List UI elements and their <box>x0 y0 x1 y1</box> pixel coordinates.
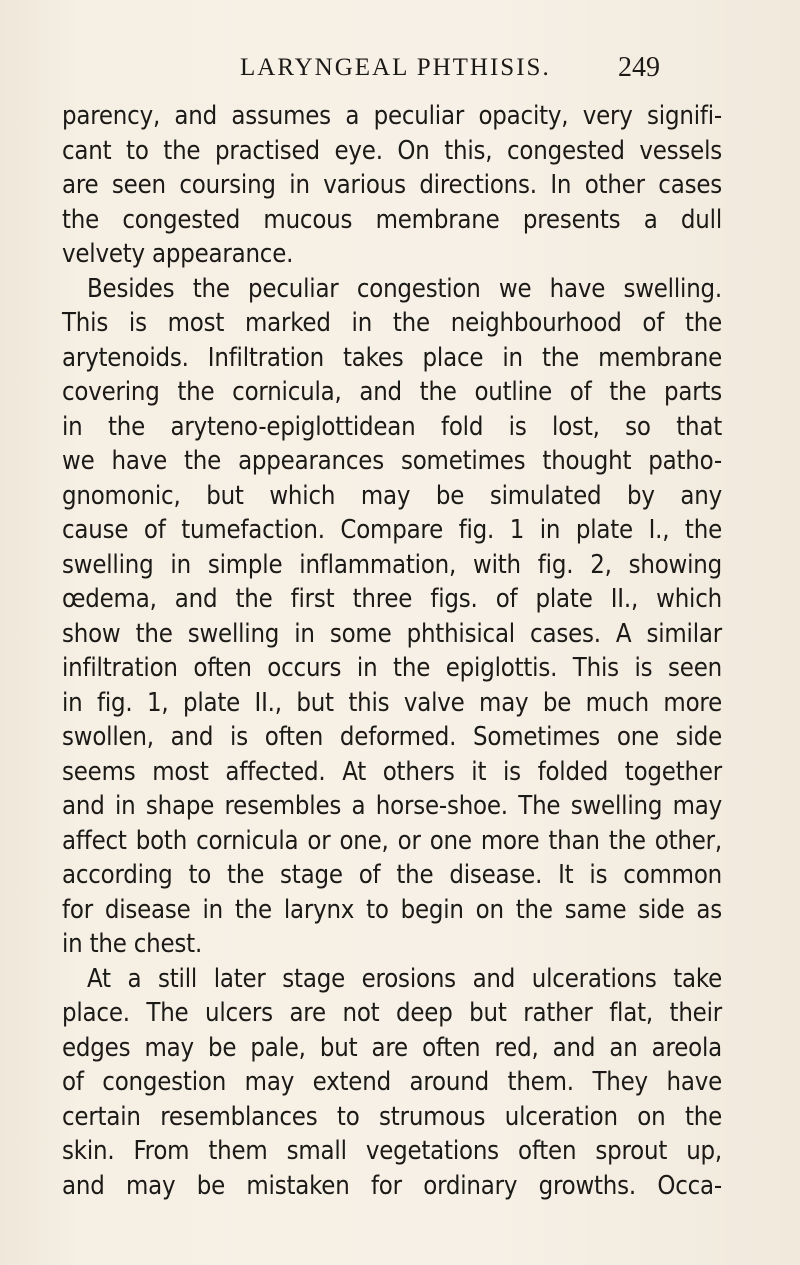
page-number: 249 <box>618 52 660 83</box>
text-line: infiltration often occurs in the epiglottis. This is seen <box>62 653 722 683</box>
text-line: At a still later stage erosions and ulcerations take <box>87 963 722 994</box>
text-line: parency, and assumes a peculiar opacity, very signifi- <box>62 101 722 131</box>
text-line: seems most affected. At others it is folded together <box>62 756 722 787</box>
text-line: Besides the peculiar congestion we have swelling. <box>87 273 722 304</box>
text-line: in fig. 1, plate II., but this valve may be much more <box>62 687 722 718</box>
text-line: cant to the practised eye. On this, congested vessels <box>62 135 722 166</box>
text-line: the congested mucous membrane presents a dull <box>62 204 722 235</box>
text-line: according to the stage of the disease. It is common <box>62 860 722 890</box>
running-title: LARYNGEAL PHTHISIS. <box>240 54 551 81</box>
text-line: and may be mistaken for ordinary growths. Occa- <box>62 1170 722 1201</box>
text-line: arytenoids. Infiltration takes place in the membrane <box>62 342 722 373</box>
text-line: in the chest. <box>62 929 203 959</box>
text-line: swelling in simple inflammation, with fig. 2, showing <box>62 549 722 580</box>
text-line: skin. From them small vegetations often sprout up, <box>62 1136 722 1166</box>
text-line: of congestion may extend around them. They have <box>62 1067 722 1097</box>
text-line: show the swelling in some phthisical cases. A similar <box>62 618 722 649</box>
text-line: cause of tumefaction. Compare fig. 1 in plate I., the <box>62 515 722 545</box>
text-line: edges may be pale, but are often red, and an areola <box>62 1032 722 1063</box>
text-line: gnomonic, but which may be simulated by any <box>62 480 722 511</box>
text-line: affect both cornicula or one, or one more than the other, <box>62 825 722 856</box>
text-line: in the aryteno-epiglottidean fold is lost, so that <box>62 411 722 442</box>
text-line: and in shape resembles a horse-shoe. The swelling may <box>62 791 722 821</box>
text-line: place. The ulcers are not deep but rather flat, their <box>62 998 722 1028</box>
body-text <box>62 99 722 1203</box>
text-line: we have the appearances sometimes thought patho- <box>62 446 722 476</box>
text-line: velvety appearance. <box>62 239 294 269</box>
running-head <box>0 54 800 94</box>
text-line: This is most marked in the neighbourhood of the <box>62 308 722 338</box>
text-line: covering the cornicula, and the outline of the parts <box>62 377 722 407</box>
text-line: are seen coursing in various directions. In other cases <box>62 170 722 200</box>
text-line: certain resemblances to strumous ulceration on the <box>62 1101 722 1132</box>
text-line: swollen, and is often deformed. Sometimes one side <box>62 722 722 752</box>
text-line: for disease in the larynx to begin on the same side as <box>62 894 722 925</box>
text-line: œdema, and the first three figs. of plate II., which <box>62 584 722 614</box>
